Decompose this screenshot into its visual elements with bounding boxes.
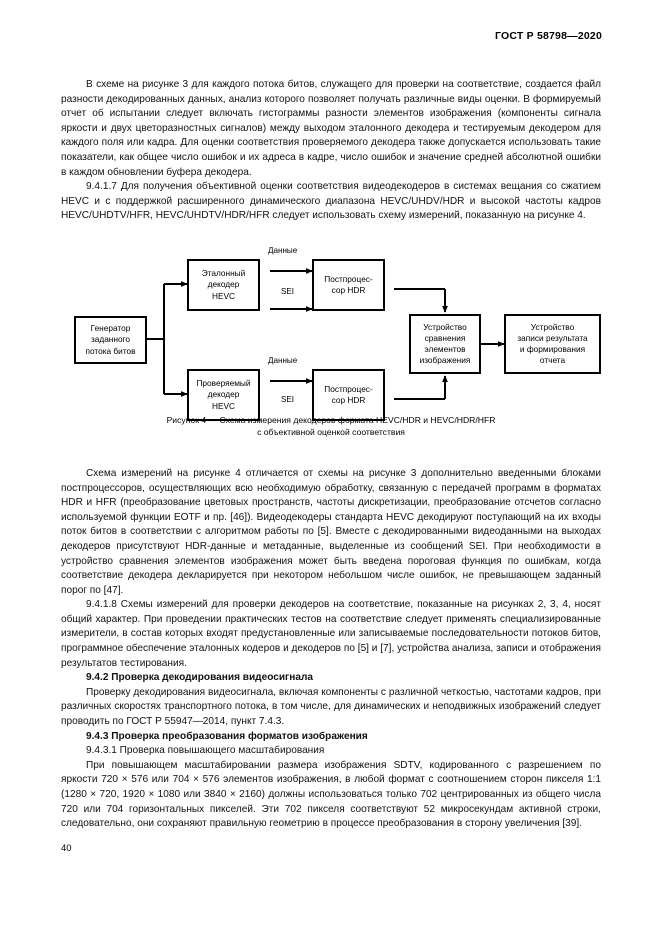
paragraph-scheme4-difference: Схема измерений на рисунке 4 отличается от схемы на рисунке 3 дополнительно введенными блоками постпроцессоров, осуществляющих всю необходимую обработку, связанную с передачей программ в форматах HDR и HFR (преобразование цветовых пространств, частоты дискретизации, преобразование отсчетов согласно используемой функции EOTF и пр. [46]). Видеодекодеры стандарта HEVC декодируют поступающий на их входы поток битов в соответствии с алгоритмом работы по [5]. Вместе с декодированными видеоданными на выходах декодеров присутствуют HDR-данные и метаданные, выделенные из сообщений SEI. При необходимости в устройство сравнения элементов изображения может быть введена пороговая функция по ошибкам, когда соответствие декодера декларируется при некотором небольшом числе ошибок, не превышающем заданный порог по [47]. [61, 467, 601, 596]
paragraph-9-4-1-7: 9.4.1.7 Для получения объективной оценки соответствия видеодекодеров в системах вещания со сжатием HEVC и с поддержкой расширенного динамического диапазона HEVC/UHDV/HDR и высокой частоты кадров HEVC/UHDTV/HFR, HEVC/UHDTV/HDR/HFR следует использовать схему измерений, показанную на рисунке 4. [61, 181, 601, 222]
figure-box-generator-label: Генератор заданного потока битов [85, 323, 136, 356]
figure-box-recorder [504, 314, 601, 374]
figure-edge-label-data-top: Данные [268, 245, 298, 255]
figure-4-caption-line2: с объективной оценкой соответствия [257, 427, 405, 438]
page-content [61, 78, 601, 832]
figure-edge-label-sei-top: SEI [281, 286, 295, 296]
figure-edge-label-data-bottom: Данные [268, 355, 298, 365]
page-header-standard-number: ГОСТ Р 58798—2020 [494, 30, 602, 42]
figure-box-comparator-label: Устройство сравнения элементов изображения [419, 321, 471, 366]
figure-4-diagram [61, 238, 601, 413]
figure-edge-label-sei-bottom: SEI [281, 394, 295, 404]
heading-9-4-3: 9.4.3 Проверка преобразования форматов изображения [86, 730, 368, 742]
figure-4-caption [61, 414, 601, 439]
figure-box-postprocessor-top-label: Постпроцес- сор HDR [324, 273, 373, 295]
figure-box-postprocessor-bottom-label: Постпроцес- сор HDR [324, 383, 373, 405]
figure-box-ref-decoder-label: Эталонный декодер HEVC [201, 268, 246, 301]
page-number: 40 [61, 843, 72, 854]
figure-box-test-decoder-label: Проверяемый декодер HEVC [196, 378, 251, 411]
figure-box-recorder-label: Устройство записи результата и формирования отчета [517, 321, 588, 366]
heading-9-4-3-1: 9.4.3.1 Проверка повышающего масштабирования [86, 745, 325, 757]
figure-4 [61, 238, 601, 453]
figure-box-postprocessor-top [312, 259, 385, 311]
figure-box-ref-decoder [187, 259, 260, 311]
heading-9-4-2: 9.4.2 Проверка декодирования видеосигнала [86, 672, 313, 684]
paragraph-9-4-3-1-body: При повышающем масштабировании размера изображения SDTV, кодированного с разрешением по яркости 720 × 576 или 704 × 576 элементов изображения, в любой формат с соотношением сторон пикселя 1:1 (1280 × 720, 1920 × 1080 или 3840 × 2160) должны использоваться только 702 центрированных из общего числа 720 или 704 горизонтальных пикселей. Эти 702 пикселя соответствуют 52 микросекундам активной строки, следовательно, они сохраняют правильную геометрию в процессе преобразования в сторону увеличения [39]. [61, 759, 601, 830]
figure-box-comparator [409, 314, 481, 374]
figure-box-generator [74, 316, 147, 364]
paragraph-9-4-1-8: 9.4.1.8 Схемы измерений для проверки декодеров на соответствие, показанные на рисунках 2, 3, 4, носят общий характер. При проведении практических тестов на соответствие следует применять специализированные измерители, в состав которых входят предустановленные или записываемые последовательности потоков битов, программное обеспечение эталонных кодеров и декодеров по [5] и [7], устройства анализа, записи и отображения результатов тестирования. [61, 599, 601, 669]
paragraph-9-4-2-body: Проверку декодирования видеосигнала, включая компоненты с различной четкостью, частотами кадров, при различных скоростях транспортного потока, в том числе, для динамических и неподвижных изображений следует проводить по ГОСТ Р 55947—2014, пункт 7.4.3. [61, 686, 601, 728]
figure-4-caption-line1: Рисунок 4 — Схема измерения декодеров формата HEVC/HDR и HEVC/HDR/HFR [166, 414, 496, 425]
paragraph-scheme3: В схеме на рисунке 3 для каждого потока битов, служащего для проверки на соответствие, создается файл разности декодированных данных, анализ которого позволяет получать различные виды оценки. В формируемый отчет об испытании следует включать гистограммы разности элементов изображения (компоненты сигнала яркости и двух цветоразностных сигналов) между выходом эталонного декодера и тестируемым декодером для каждого поля или кадра. Для оценки соответствия проверяемого декодера также допускается использовать такие показатели, как общее число ошибок и их адреса в кадре, число ошибок и значение средней абсолютной ошибки в каждом обновлении буфера декодера. [61, 79, 601, 178]
